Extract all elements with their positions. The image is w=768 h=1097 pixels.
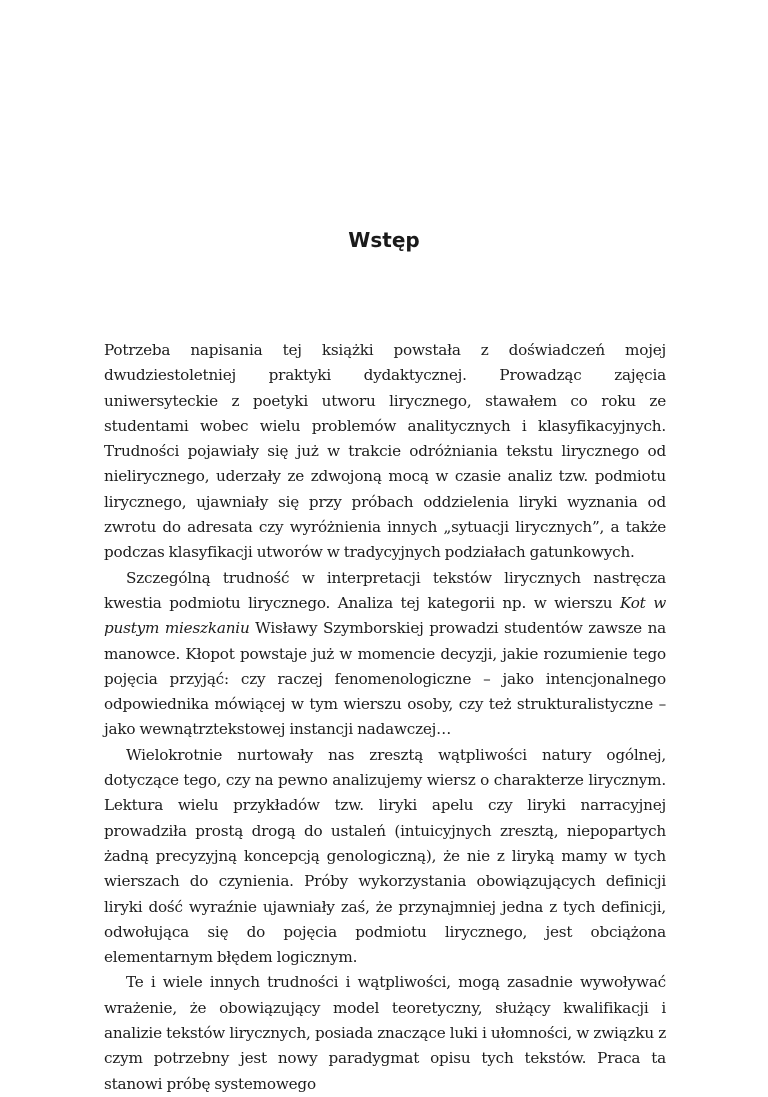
poem-title: Kot w pustym mieszkaniu (104, 593, 666, 638)
paragraph-2 (104, 566, 666, 743)
paragraph-2-part-2: Wisławy Szymborskiej prowadzi studentów zawsze na manowce. Kłopot powstaje już w momencie decyzji, jakie rozumienie tego pojęcia przyjąć: czy raczej fenomenologiczne – jako intencjonalnego odpowiednika mówiącej w tym wierszu osoby, czy też strukturalistyczne – jako wewnątrztekstowej instancji nadawczej… (104, 619, 667, 739)
paragraph-1: Potrzeba napisania tej książki powstała z doświadczeń mojej dwudziestoletniej praktyki dydaktycznej. Prowadząc zajęcia uniwersyteckie z poetyki utworu lirycznego, stawałem co roku ze studentami wobec wielu problemów analitycznych i klasyfikacyjnych. Trudności pojawiały się już w trakcie odróżniania tekstu lirycznego od nielirycznego, uderzały ze zdwojoną mocą w czasie analiz tzw. podmiotu lirycznego, ujawniały się przy próbach oddzielenia liryki wyznania od zwrotu do adresata czy wyróżnienia innych „sytuacji lirycznych”, a także podczas klasyfikacji utworów w tradycyjnych podziałach gatunkowych. (104, 341, 666, 562)
paragraph-3: Wielokrotnie nurtowały nas zresztą wątpliwości natury ogólnej, dotyczące tego, czy na pewno analizujemy wiersz o charakterze lirycznym. Lektura wielu przykładów tzw. liryki apelu czy liryki narracyjnej prowadziła prostą drogą do ustaleń (intuicyjnych zresztą, niepopartych żadną precyzyjną koncepcją genologiczną), że nie z liryką mamy w tych wierszach do czynienia. Próby wykorzystania obowiązujących definicji liryki dość wyraźnie ujawniały zaś, że przynajmniej jedna z tych definicji, odwołująca się do pojęcia podmiotu lirycznego, jest obciążona elementarnym błędem logicznym. (104, 745, 666, 967)
paragraph-2-part-1: Szczególną trudność w interpretacji tekstów lirycznych nastręcza kwestia podmiotu lirycznego. Analiza tej kategorii np. w wierszu (104, 568, 666, 612)
chapter-title: Wstęp (348, 228, 420, 252)
body-text (104, 338, 666, 1097)
paragraph-4: Te i wiele innych trudności i wątpliwości, mogą zasadnie wywoływać wrażenie, że obowiązujący model teoretyczny, służący kwalifikacji i analizie tekstów lirycznych, posiada znaczące luki i ułomności, w związku z czym potrzebny jest nowy paradygmat opisu tych tekstów. Praca ta stanowi próbę systemowego (104, 973, 666, 1093)
